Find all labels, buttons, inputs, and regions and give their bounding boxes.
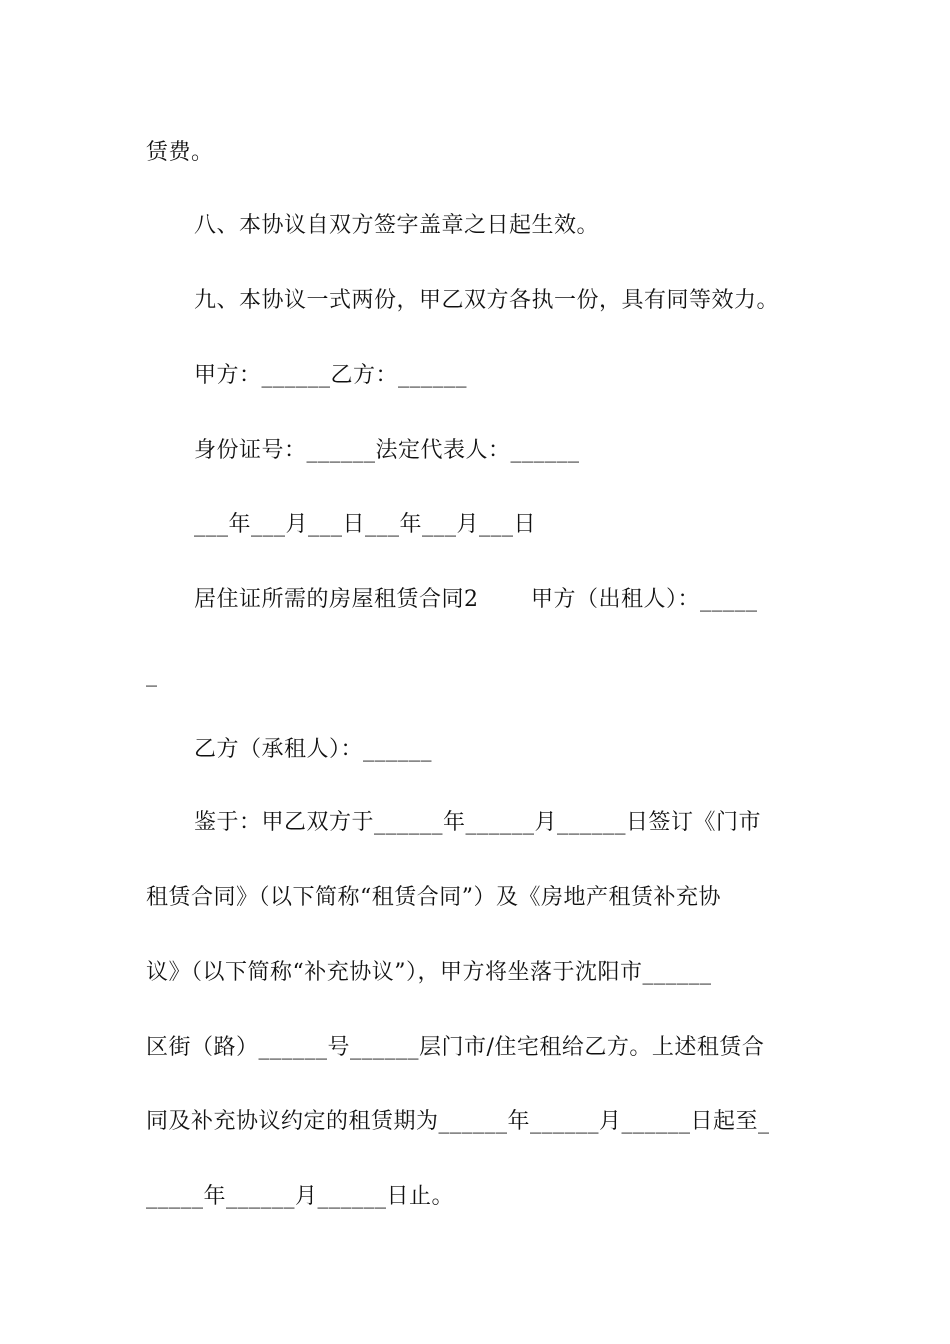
party-signature-line: 甲方：______乙方：______ [194,363,468,388]
party-b-line: 乙方（承租人）：______ [194,737,433,762]
contract-2-heading-line: 居住证所需的房屋租赁合同2 甲方（出租人）：_____ [194,587,758,612]
date-line: ___年___月___日___年___月___日 [194,512,537,537]
continuation-underscore: _ [146,662,158,687]
text-line-rent-fee: 赁费。 [146,140,214,165]
clause-8: 八、本协议自双方签字盖章之日起生效。 [194,213,600,238]
whereas-line-5: 同及补充协议约定的租赁期为______年______月______日起至_ [146,1109,770,1134]
whereas-line-4: 区街（路）______号______层门市/住宅租给乙方。上述租赁合 [146,1035,765,1060]
whereas-line-6: _____年______月______日止。 [146,1184,455,1209]
whereas-line-1: 鉴于：甲乙双方于______年______月______日签订《门市 [194,810,762,835]
whereas-line-2: 租赁合同》（以下简称“租赁合同”）及《房地产租赁补充协 [146,885,721,910]
clause-9: 九、本协议一式两份，甲乙双方各执一份，具有同等效力。 [194,288,780,313]
id-representative-line: 身份证号：______法定代表人：______ [194,438,580,463]
whereas-line-3: 议》（以下简称“补充协议”），甲方将坐落于沈阳市______ [146,960,712,985]
